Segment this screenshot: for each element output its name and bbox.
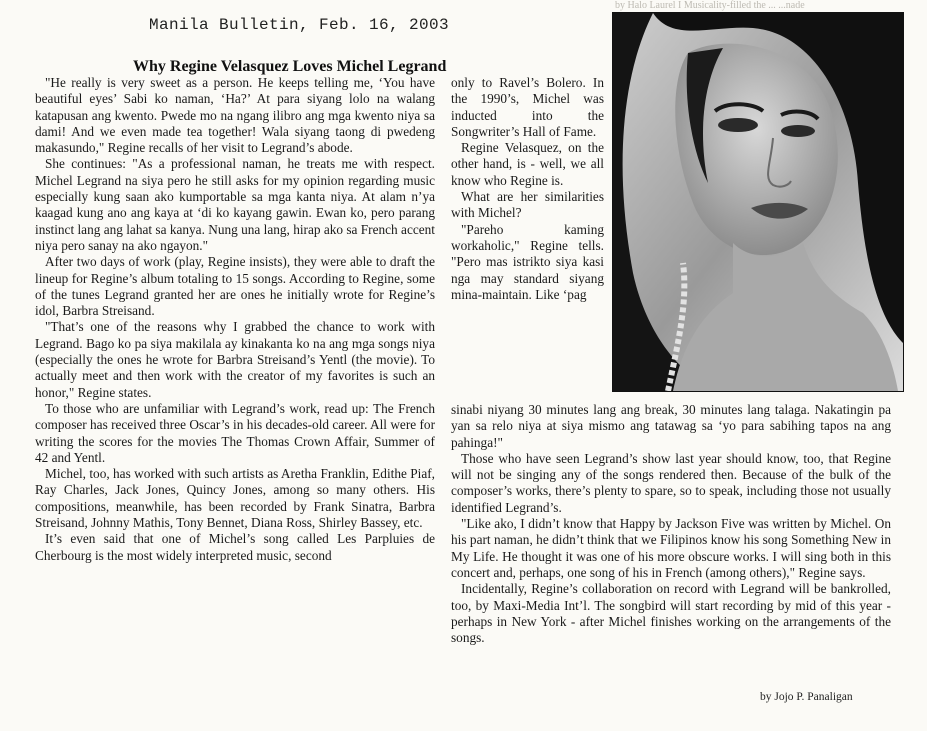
paragraph: Incidentally, Regine’s collaboration on record with Legrand will be bankrolled, too, by Maxi-Media Int’l. The songbird will start recording by mid of this year - perhaps in New York - after Michel finishes working on the arrangements of the songs.	[451, 581, 891, 646]
paragraph: sinabi niyang 30 minutes lang ang break, 30 minutes lang talaga. Nakatingin pa yan sa relo niya at siya mismo ang tatawag sa ‘yo para sabihing tapos na ang pahinga!"	[451, 402, 891, 450]
paragraph: Regine Velasquez, on the other hand, is - well, we all know who Regine is.	[451, 140, 604, 188]
portrait-illustration	[613, 13, 903, 391]
dateline: Manila Bulletin, Feb. 16, 2003	[149, 16, 450, 34]
paragraph: What are her similarities with Michel?	[451, 189, 604, 221]
paragraph: Those who have seen Legrand’s show last year should know, too, that Regine will not be singing any of the songs rendered then. Because of the bulk of the composer’s works, there’s plenty to spare, so to speak, including those not usually identified Legrand’s.	[451, 450, 891, 515]
article-headline: Why Regine Velasquez Loves Michel Legrand	[133, 58, 447, 75]
paragraph: "Pareho kaming workaholic," Regine tells. "Pero mas istrikto siya kasi nga may standard siyang mina-maintain. Like ‘pag	[451, 221, 604, 302]
article-column-right-top	[451, 75, 604, 303]
paragraph: After two days of work (play, Regine insists), they were able to draft the lineup for Regine’s album totaling to 15 songs. According to Regine, some of the tunes Legrand granted her are ones he initially wrote for Regine’s idol, Barbra Streisand.	[35, 254, 435, 319]
paragraph: To those who are unfamiliar with Legrand’s work, read up: The French composer has received three Oscar’s in his decades-old career. All were for writing the scores for the movies The Thomas Crown Affair, Summer of 42 and Yentl.	[35, 400, 435, 465]
paragraph: It’s even said that one of Michel’s song called Les Parpluies de Cherbourg is the most widely interpreted music, second	[35, 531, 435, 563]
portrait-photo	[612, 12, 904, 392]
article-column-left	[35, 75, 435, 564]
paragraph: only to Ravel’s Bolero. In the 1990’s, Michel was inducted into the Songwriter’s Hall of Fame.	[451, 75, 604, 139]
bleed-through-text: by Halo Laurel I Musicality-filled the ... ...nade	[615, 0, 805, 11]
paragraph: She continues: "As a professional naman, he treats me with respect. Michel Legrand na siya pero he still asks for my opinion regarding music especially kung saan ako kumportable sa mga kanta niya. At alam n’ya kaagad kung ano ang kaya at ‘di ko kayang gawin. Ewan ko, pero parang instinct lang ang lahat sa kanya. Nung una lang, hirap ako sa French accent niya pero sanay na ako ngayon."	[35, 156, 435, 253]
paragraph: Michel, too, has worked with such artists as Aretha Franklin, Edithe Piaf, Ray Charles, Jack Jones, Quincy Jones, among so many others. His compositions, meanwhile, has been recorded by Frank Sinatra, Barbra Streisand, Johnny Mathis, Tony Bennet, Diana Ross, Shirley Bassey, etc.	[35, 466, 435, 531]
paragraph: "He really is very sweet as a person. He keeps telling me, ‘You have beautiful eyes’ Sabi ko naman, ‘Ha?’ At para siyang lolo na walang katapusan ang kwento. Pwede mo na ngang ilibro ang mga kwento niya sa dami! And we even made tea together! Wala siyang taong di pwedeng makasundo," Regine recalls of her visit to Legrand’s abode.	[35, 75, 435, 156]
article-column-right-bottom	[451, 402, 891, 646]
paragraph: "Like ako, I didn’t know that Happy by Jackson Five was written by Michel. On his part naman, he didn’t think that we Filipinos know his song Something New in My Life. He thought it was one of his more obscure works. I will sing both in this concert and, perhaps, one song of his in French (among others)," Regine says.	[451, 516, 891, 580]
paragraph: "That’s one of the reasons why I grabbed the chance to work with Legrand. Bago ko pa siya makilala ay kinakanta ko na ang mga songs niya (especially the ones he wrote for Barbra Streisand’s Yentl (the movie). To actually meet and then work with the creator of my favorites is such an honor," Regine states.	[35, 319, 435, 400]
byline: by Jojo P. Panaligan	[760, 691, 853, 703]
